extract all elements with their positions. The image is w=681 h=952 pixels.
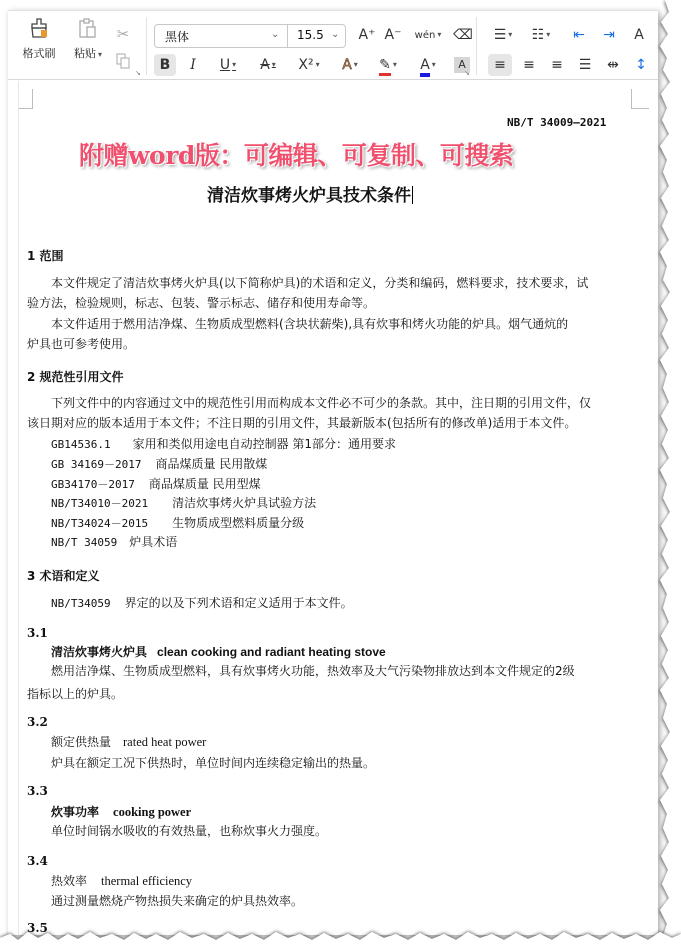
align-left-button[interactable] [488,54,512,76]
clipboard-launcher-icon[interactable]: ↘ [135,69,141,77]
text-effect-icon: A [342,57,352,73]
superscript-button[interactable]: X² ▾ [298,57,320,73]
text-effect-button[interactable]: A ▾ [342,57,358,73]
text-cursor [412,186,413,204]
torn-edge-right [655,0,681,952]
font-name-value: 黑体 [165,30,190,44]
copy-icon [116,55,130,73]
document-title: 清洁炊事烤火炉具技术条件 [207,186,411,206]
format-painter-icon [16,17,62,41]
highlight-button[interactable]: ✎ ▾ [372,54,404,76]
term-heading: 清洁炊事烤火炉具 clean cooking and radiant heating stove [51,645,386,659]
font-box-divider [287,25,288,47]
char-shading-icon: A [458,58,466,71]
underline-icon: U [219,57,231,73]
distributed-button[interactable] [602,54,624,76]
line-spacing-button[interactable] [630,54,652,76]
margin-mark-top-right [631,89,649,109]
section-2-heading: 2 规范性引用文件 [27,370,124,384]
font-size-chevron-down-icon[interactable]: ⌄ [331,29,340,40]
term-definition: 燃用洁净煤、生物质成型燃料，具有炊事烤火功能，热效率及大气污染物排放达到本文件规定的2级 [51,664,575,678]
distributed-align-icon: ⇹ [607,57,619,73]
decrease-indent-button[interactable] [568,24,590,46]
highlighter-icon: ✎ [379,57,391,76]
paragraph-text: NB/T34059 界定的以及下列术语和定义适用于本文件。 [51,596,353,610]
reference-item: GB14536.1 家用和类似用途电自动控制器 第1部分：通用要求 [51,437,397,451]
text-direction-icon: A [634,27,644,43]
section-3-heading: 3 术语和定义 [27,569,100,583]
scissors-icon: ✂ [116,25,130,43]
font-launcher-icon[interactable]: ↘ [464,69,470,77]
copy-button[interactable] [112,53,134,73]
font-selector[interactable] [154,24,346,48]
paragraph-text: 该日期对应的版本适用于本文件；不注日期的引用文件，其最新版本(包括所有的修改单)适用于本文件。 [27,416,577,430]
paste-dropdown-icon[interactable]: ▾ [97,49,102,59]
term-number: 3.4 [27,854,48,868]
underline-button[interactable]: U ▾ [219,57,237,73]
bold-icon: B [159,57,171,73]
group-divider [476,17,477,75]
justify-icon: ☰ [578,57,592,73]
promo-banner: 附赠word版：可编辑、可复制、可搜索 [79,141,514,170]
numbered-list-icon: ☷ [531,27,545,43]
term-heading: 热效率 thermal efficiency [51,874,193,888]
align-left-icon: ≡ [494,57,506,73]
numbering-button[interactable]: ☷ ▾ [531,27,551,43]
font-color-button[interactable]: A ▾ [412,54,444,76]
section-1-heading: 1 范围 [27,249,64,263]
standard-number: NB/T 34009—2021 [507,116,607,129]
strikethrough-button[interactable]: A ▾ [260,57,276,73]
text-direction-button[interactable] [628,24,650,46]
torn-edge-bottom [0,928,681,952]
strikethrough-icon: A [260,57,270,73]
paragraph-text: 验方法，检验规则，标志、包装、警示标志、储存和使用寿命等。 [27,296,376,310]
paragraph-text: 本文件适用于燃用洁净煤、生物质成型燃料(含块状薪柴),具有炊事和烤火功能的炉具。烟气通炕的 [51,317,569,331]
paste-icon [66,17,110,41]
term-heading: 额定供热量 rated heat power [51,735,207,749]
reference-item: NB/T 34059 炉具术语 [51,535,178,549]
clear-format-button[interactable] [452,24,474,46]
reference-item: NB/T34024－2015 生物质成型燃料质量分级 [51,516,305,530]
term-number: 3.3 [27,784,48,798]
bullets-button[interactable]: ☰ ▾ [493,27,513,43]
justify-button[interactable] [574,54,596,76]
paste-button[interactable] [66,17,110,61]
eraser-icon: ⌫ [453,27,473,43]
align-center-icon: ≡ [523,57,535,73]
phonetic-guide-icon: wén [414,30,436,41]
margin-mark-top-left [19,89,33,109]
ribbon-toolbar [8,10,658,80]
align-right-button[interactable] [546,54,568,76]
align-right-icon: ≡ [551,57,563,73]
group-divider [146,17,147,75]
format-painter-button[interactable] [16,17,62,61]
increase-indent-button[interactable] [598,24,620,46]
italic-icon: I [190,57,196,73]
term-definition: 通过测量燃烧产物热损失来确定的炉具热效率。 [51,894,304,908]
bold-button[interactable] [154,54,176,76]
grow-font-button[interactable] [356,24,378,46]
font-size-value[interactable]: 15.5 [297,28,324,42]
italic-button[interactable] [182,54,204,76]
font-color-icon: A [420,57,430,77]
document-page[interactable] [18,81,648,935]
paste-label: 粘贴 [73,47,96,60]
cut-button[interactable] [112,25,134,43]
line-spacing-icon: ↕ [635,57,647,73]
term-number: 3.1 [27,626,48,640]
superscript-icon: X² [298,57,314,73]
shrink-font-button[interactable] [382,24,404,46]
term-number: 3.2 [27,715,48,729]
bullet-list-icon: ☰ [493,27,507,43]
reference-item: NB/T34010－2021 清洁炊事烤火炉具试验方法 [51,496,317,510]
font-name-chevron-down-icon[interactable]: ⌄ [271,29,280,40]
reference-item: GB 34169－2017 商品煤质量 民用散煤 [51,457,268,471]
paragraph-text: 炉具也可参考使用。 [27,337,136,351]
format-painter-label: 格式刷 [22,47,56,60]
align-center-button[interactable] [518,54,540,76]
phonetic-guide-button[interactable]: wén ▾ [414,30,442,41]
term-definition: 炉具在额定工况下供热时，单位时间内连续稳定输出的热量。 [51,756,376,770]
document-canvas[interactable] [8,81,658,935]
term-definition: 指标以上的炉具。 [27,687,124,701]
term-number: 3.5 [27,921,48,935]
shrink-font-icon: A⁻ [384,27,402,43]
grow-font-icon: A⁺ [358,27,376,43]
word-processor-window [8,10,658,935]
decrease-indent-icon: ⇤ [573,27,585,43]
term-heading: 炊事功率 cooking power [51,805,192,819]
paragraph-text: 本文件规定了清洁炊事烤火炉具(以下简称炉具)的术语和定义，分类和编码，燃料要求，技术要求，试 [51,276,589,290]
increase-indent-icon: ⇥ [603,27,615,43]
reference-item: GB34170－2017 商品煤质量 民用型煤 [51,477,261,491]
paragraph-text: 下列文件中的内容通过文中的规范性引用而构成本文件必不可少的条款。其中，注日期的引用文件，仅 [51,396,592,410]
term-definition: 单位时间锅水吸收的有效热量，也称炊事火力强度。 [51,824,328,838]
